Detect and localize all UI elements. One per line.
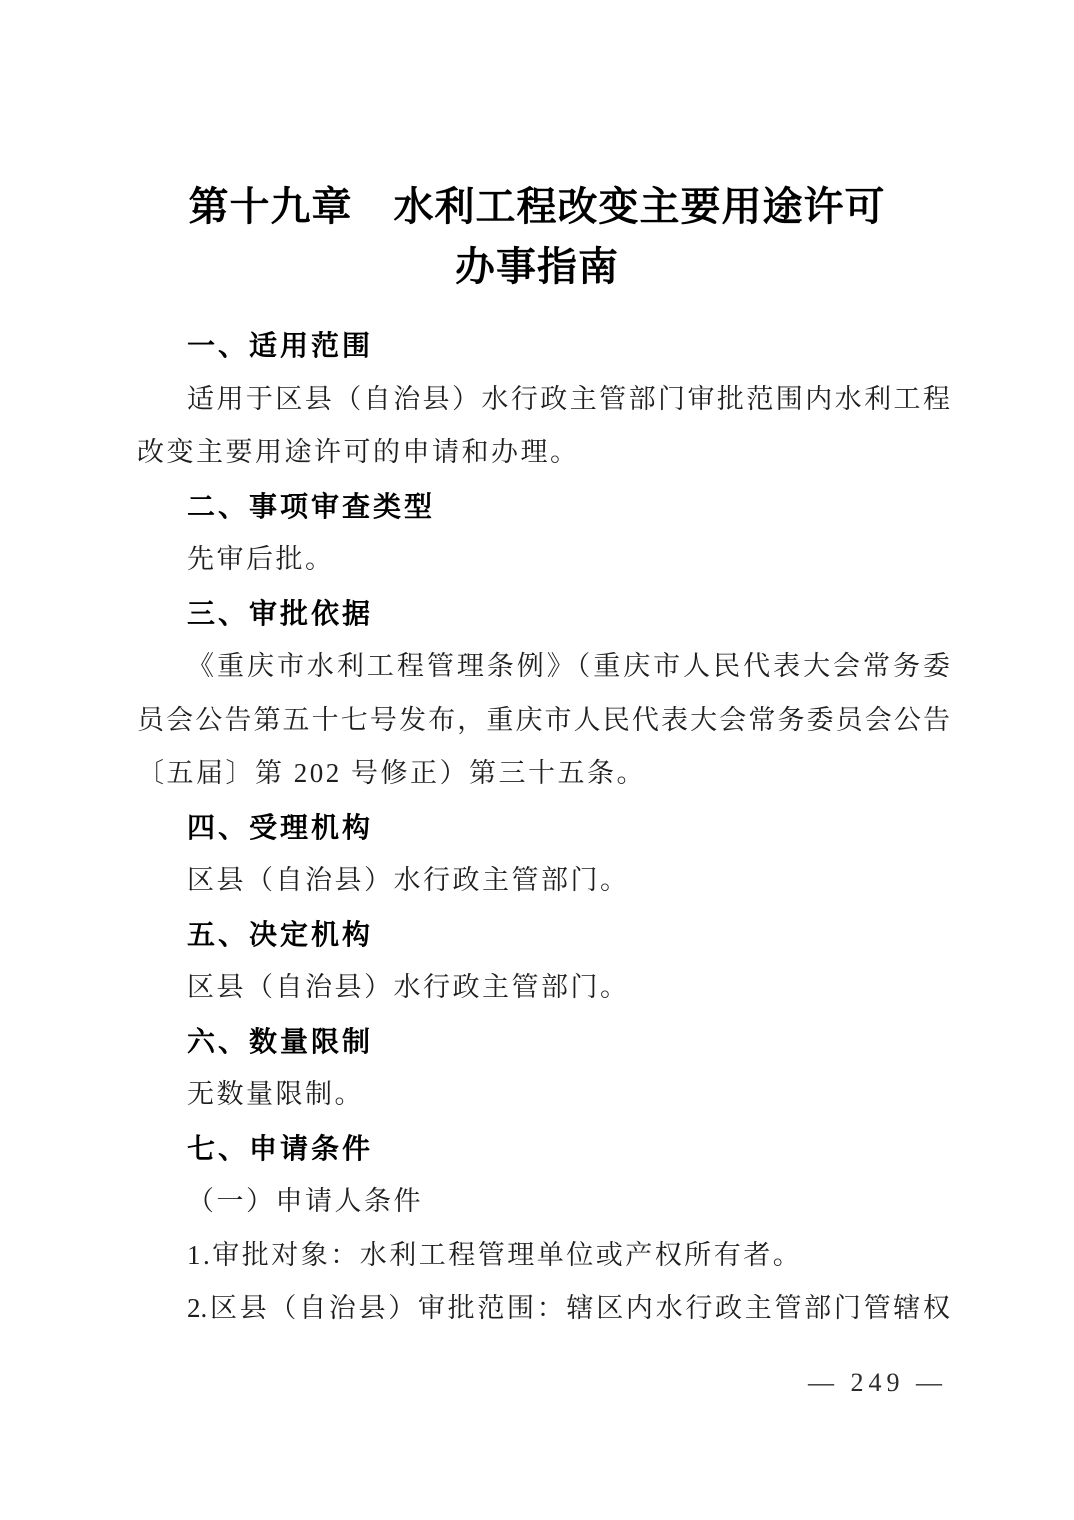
- section-1-line-1: 适用于区县（自治县）水行政主管部门审批范围内水利工程: [187, 383, 950, 414]
- section-3-line-3: 〔五届〕第 202 号修正）第三十五条。: [137, 758, 646, 788]
- section-4-line-1: 区县（自治县）水行政主管部门。: [187, 865, 630, 895]
- section-3-heading: 三、审批依据: [187, 597, 374, 629]
- page-number: — 249 —: [808, 1368, 947, 1397]
- section-7-item-2: 2.区县（自治县）审批范围：辖区内水行政主管部门管辖权: [187, 1293, 950, 1323]
- chapter-title: [0, 177, 1074, 297]
- section-3-line-1: 《重庆市水利工程管理条例》（重庆市人民代表大会常务委: [187, 651, 950, 681]
- section-6-line-1: 无数量限制。: [187, 1079, 364, 1109]
- section-5-line-1: 区县（自治县）水行政主管部门。: [187, 972, 630, 1002]
- section-2-heading: 二、事项审查类型: [187, 490, 436, 522]
- section-5-heading: 五、决定机构: [187, 918, 374, 950]
- section-7-item-1: 1.审批对象：水利工程管理单位或产权所有者。: [187, 1239, 803, 1270]
- section-7-heading: 七、申请条件: [187, 1132, 374, 1164]
- section-7-subheading: （一）申请人条件: [187, 1186, 423, 1216]
- section-4-heading: 四、受理机构: [187, 811, 374, 843]
- chapter-title-line-2: 办事指南: [455, 244, 619, 289]
- section-1-heading: 一、适用范围: [187, 330, 374, 361]
- section-6-heading: 六、数量限制: [187, 1025, 374, 1057]
- document-body: [137, 319, 950, 1336]
- section-3-line-2: 员会公告第五十七号发布，重庆市人民代表大会常务委员会公告: [137, 704, 950, 735]
- section-2-line-1: 先审后批。: [187, 544, 335, 574]
- chapter-title-line-1: 第十九章 水利工程改变主要用途许可: [188, 184, 886, 229]
- section-1-line-2: 改变主要用途许可的申请和办理。: [137, 437, 580, 467]
